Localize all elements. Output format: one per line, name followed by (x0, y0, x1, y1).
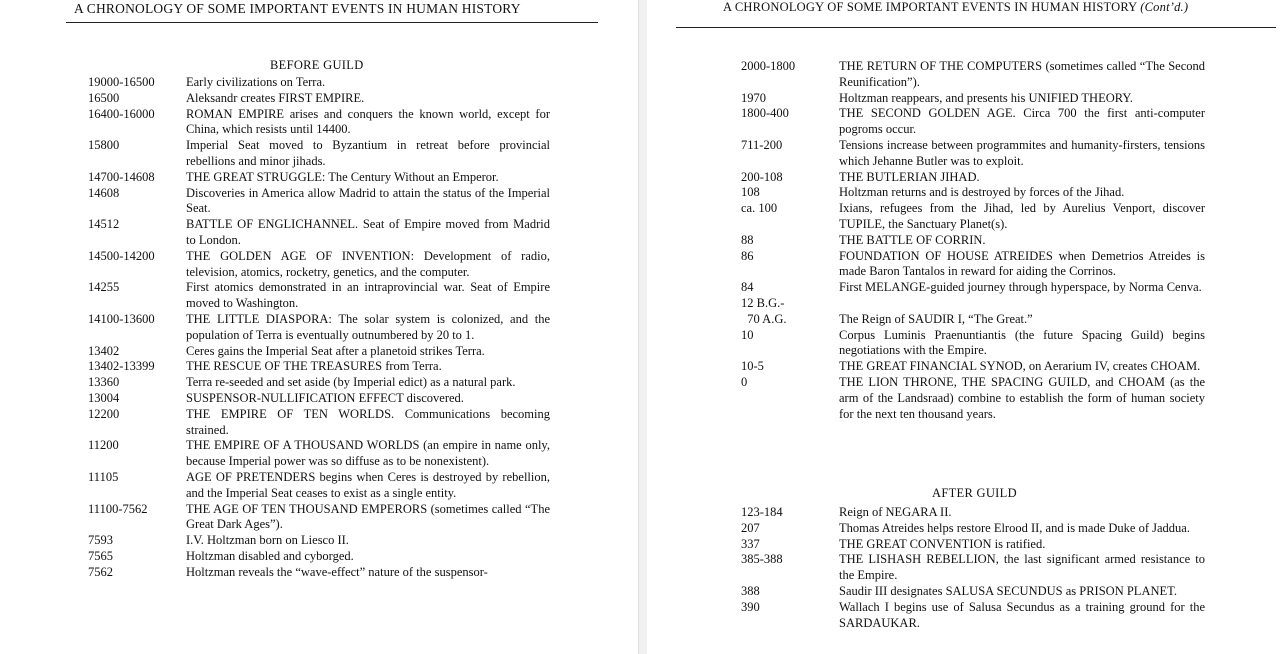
entry-text: Holtzman returns and is destroyed by forces of the Jihad. (839, 185, 1125, 200)
running-head-text: A CHRONOLOGY OF SOME IMPORTANT EVENTS IN HUMAN HISTORY (723, 0, 1137, 14)
chronology-entry (741, 249, 1205, 281)
entry-text: Imperial Seat moved to Byzantium in retreat before provincial rebellions and minor jihads. (186, 138, 550, 168)
entry-date: ca. 100 (741, 201, 778, 216)
entry-date: 86 (741, 248, 754, 263)
entry-date: 108 (741, 185, 760, 200)
chronology-entry (741, 537, 1205, 553)
entry-text: First atomics demonstrated in an intraprovincial war. Seat of Empire moved to Washington. (186, 280, 550, 311)
entry-date: 13360 (88, 375, 120, 390)
entry-text: First MELANGE-guided journey through hyperspace, by Norma Cenva. (839, 280, 1202, 295)
chronology-entry (88, 470, 550, 502)
entry-text: Wallach I begins use of Salusa Secundus as a training ground for the SARDAUKAR. (839, 599, 1205, 630)
header-rule (66, 22, 598, 23)
section-heading-after-guild: AFTER GUILD (932, 486, 1017, 500)
entry-date: 0 (741, 374, 748, 389)
entry-date: 14100-13600 (88, 311, 155, 326)
entry-text: THE RETURN OF THE COMPUTERS (sometimes called “The Second Reunification”). (839, 59, 1205, 89)
header-rule (676, 27, 1276, 28)
chronology-entry (741, 185, 1205, 201)
entry-date: 15800 (88, 138, 120, 153)
entry-date: 7565 (88, 548, 113, 563)
entry-text: THE GREAT STRUGGLE: The Century Without an Emperor. (186, 169, 499, 184)
chronology-entry (741, 233, 1205, 249)
entry-date: 84 (741, 280, 754, 295)
entry-date: 1800-400 (741, 106, 789, 121)
chronology-entry (88, 533, 550, 549)
entry-text: THE LISHASH REBELLION, the last significant armed resistance to the Empire. (839, 552, 1205, 583)
chronology-entry (741, 296, 1205, 328)
entry-text: The Reign of SAUDIR I, “The Great.” (839, 311, 1033, 326)
chronology-entry (88, 186, 550, 218)
chronology-entry (741, 552, 1205, 584)
chronology-entry (88, 438, 550, 470)
entry-date: 7562 (88, 564, 113, 579)
entry-text: I.V. Holtzman born on Liesco II. (186, 533, 349, 548)
entry-text: THE SECOND GOLDEN AGE. Circa 700 the first anti-computer pogroms occur. (839, 106, 1205, 137)
chronology-entry (88, 565, 550, 581)
entry-date: 11105 (88, 469, 119, 484)
chronology-entry (88, 249, 550, 281)
entry-text: THE BATTLE OF CORRIN. (839, 232, 986, 247)
chronology-entry (741, 91, 1205, 107)
entry-text: Tensions increase between programmites and humanity-firsters, tensions which Jehanne Butler was to exploit. (839, 137, 1205, 168)
entry-text: THE GOLDEN AGE OF INVENTION: Development of radio, television, atomics, rocketry, genetics, and the computer. (186, 248, 550, 279)
entry-date: 10-5 (741, 359, 764, 374)
entry-date: 19000-16500 (88, 75, 155, 89)
chronology-entry (88, 359, 550, 375)
chronology-entry (88, 549, 550, 565)
entry-date: 207 (741, 520, 760, 535)
entry-date: 200-108 (741, 169, 783, 184)
entry-text: Thomas Atreides helps restore Elrood II, and is made Duke of Jaddua. (839, 520, 1190, 535)
entry-date: 88 (741, 232, 754, 247)
running-head (723, 0, 1188, 15)
running-head-text: A CHRONOLOGY OF SOME IMPORTANT EVENTS IN HUMAN HISTORY (74, 1, 521, 16)
entry-date: 1970 (741, 90, 766, 105)
entry-text: Saudir III designates SALUSA SECUNDUS as PRISON PLANET. (839, 583, 1177, 598)
entry-date: 11100-7562 (88, 501, 148, 516)
chronology-entry (88, 170, 550, 186)
entry-date: 7593 (88, 533, 113, 548)
running-head-continued: (Cont’d.) (1140, 0, 1189, 14)
section-heading-before-guild: BEFORE GUILD (270, 58, 364, 72)
entry-text: THE LION THRONE, THE SPACING GUILD, and CHOAM (as the arm of the Landsraad) combine to establish the form of human society for the next ten thousand years. (839, 374, 1205, 421)
entry-text: Terra re-seeded and set aside (by Imperial edict) as a natural park. (186, 375, 516, 390)
entry-date: 12 B.G.- 70 A.G. (741, 295, 787, 326)
entry-date: 13004 (88, 390, 120, 405)
entry-text: Ceres gains the Imperial Seat after a planetoid strikes Terra. (186, 343, 485, 358)
chronology-entry (741, 280, 1205, 296)
entry-date: 14500-14200 (88, 248, 155, 263)
chronology-entry (88, 280, 550, 312)
chronology-entry (88, 91, 550, 107)
entry-date: 388 (741, 583, 760, 598)
entry-date: 14700-14608 (88, 169, 155, 184)
entry-text: Ixians, refugees from the Jihad, led by Aurelius Venport, discover TUPILE, the Sanctuary Planet(s). (839, 201, 1205, 231)
entry-date: 711-200 (741, 137, 783, 152)
entry-text: FOUNDATION OF HOUSE ATREIDES when Demetrios Atreides is made Baron Tantalos in reward for aiding the Corrinos. (839, 248, 1205, 279)
entry-text: THE LITTLE DIASPORA: The solar system is colonized, and the population of Terra is eventually outnumbered by 20 to 1. (186, 311, 550, 342)
chronology-entry (741, 359, 1205, 375)
chronology-entry (741, 328, 1205, 360)
entry-text: THE EMPIRE OF A THOUSAND WORLDS (an empire in name only, because Imperial power was so diffuse as to be nonexistent). (186, 438, 550, 469)
chronology-entry (88, 375, 550, 391)
entry-date: 390 (741, 599, 760, 614)
entry-date: 14608 (88, 185, 120, 200)
entry-date: 123-184 (741, 505, 783, 519)
entry-text: Reign of NEGARA II. (839, 505, 952, 519)
entry-text: Discoveries in America allow Madrid to attain the status of the Imperial Seat. (186, 185, 550, 216)
chronology-entry (88, 344, 550, 360)
chronology-entry (741, 505, 1205, 521)
right-page (646, 0, 1280, 654)
entry-date: 13402-13399 (88, 359, 155, 374)
entry-date: 337 (741, 536, 760, 551)
chronology-entry (741, 521, 1205, 537)
chronology-entry (88, 407, 550, 439)
entry-text: Holtzman reappears, and presents his UNIFIED THEORY. (839, 90, 1133, 105)
entry-date: 11200 (88, 438, 119, 453)
chronology-entry (88, 312, 550, 344)
chronology-list (741, 59, 1205, 422)
entry-text: Holtzman reveals the “wave-effect” nature of the suspensor- (186, 564, 488, 579)
entry-text: THE BUTLERIAN JIHAD. (839, 169, 980, 184)
entry-text: THE EMPIRE OF TEN WORLDS. Communications becoming strained. (186, 406, 550, 437)
entry-text: Early civilizations on Terra. (186, 75, 326, 89)
entry-date: 16500 (88, 90, 120, 105)
entry-date: 2000-1800 (741, 59, 796, 73)
entry-text: THE GREAT CONVENTION is ratified. (839, 536, 1046, 551)
entry-date: 10 (741, 327, 754, 342)
entry-text: THE RESCUE OF THE TREASURES from Terra. (186, 359, 442, 374)
entry-text: BATTLE OF ENGLICHANNEL. Seat of Empire moved from Madrid to London. (186, 217, 550, 247)
chronology-entry (741, 201, 1205, 233)
entry-date: 14512 (88, 217, 120, 232)
running-head (74, 1, 521, 17)
chronology-entry (741, 584, 1205, 600)
chronology-entry (88, 391, 550, 407)
chronology-entry (88, 502, 550, 534)
chronology-entry (741, 375, 1205, 422)
chronology-entry (88, 107, 550, 139)
entry-text: SUSPENSOR-NULLIFICATION EFFECT discovered. (186, 390, 464, 405)
chronology-entry (741, 170, 1205, 186)
entry-text: THE AGE OF TEN THOUSAND EMPERORS (sometimes called “The Great Dark Ages”). (186, 501, 550, 532)
chronology-list (88, 75, 550, 581)
chronology-entry (741, 106, 1205, 138)
entry-text: Holtzman disabled and cyborged. (186, 548, 354, 563)
entry-date: 12200 (88, 406, 120, 421)
chronology-entry (741, 600, 1205, 632)
entry-date: 385-388 (741, 552, 783, 567)
chronology-entry (741, 59, 1205, 91)
entry-date: 14255 (88, 280, 120, 295)
chronology-list (741, 505, 1205, 631)
chronology-entry (741, 138, 1205, 170)
chronology-entry (88, 217, 550, 249)
entry-text: AGE OF PRETENDERS begins when Ceres is destroyed by rebellion, and the Imperial Seat ceases to exist as a single entity. (186, 469, 550, 500)
entry-date: 16400-16000 (88, 106, 155, 121)
chronology-entry (88, 138, 550, 170)
chronology-entry (88, 75, 550, 91)
entry-text: Corpus Luminis Praenuntiantis (the future Spacing Guild) begins negotiations with the Empire. (839, 327, 1205, 358)
entry-date: 13402 (88, 343, 120, 358)
entry-text: THE GREAT FINANCIAL SYNOD, on Aerarium IV, creates CHOAM. (839, 359, 1201, 374)
entry-text: ROMAN EMPIRE arises and conquers the known world, except for China, which resists until 14400. (186, 106, 550, 137)
entry-text: Aleksandr creates FIRST EMPIRE. (186, 90, 365, 105)
